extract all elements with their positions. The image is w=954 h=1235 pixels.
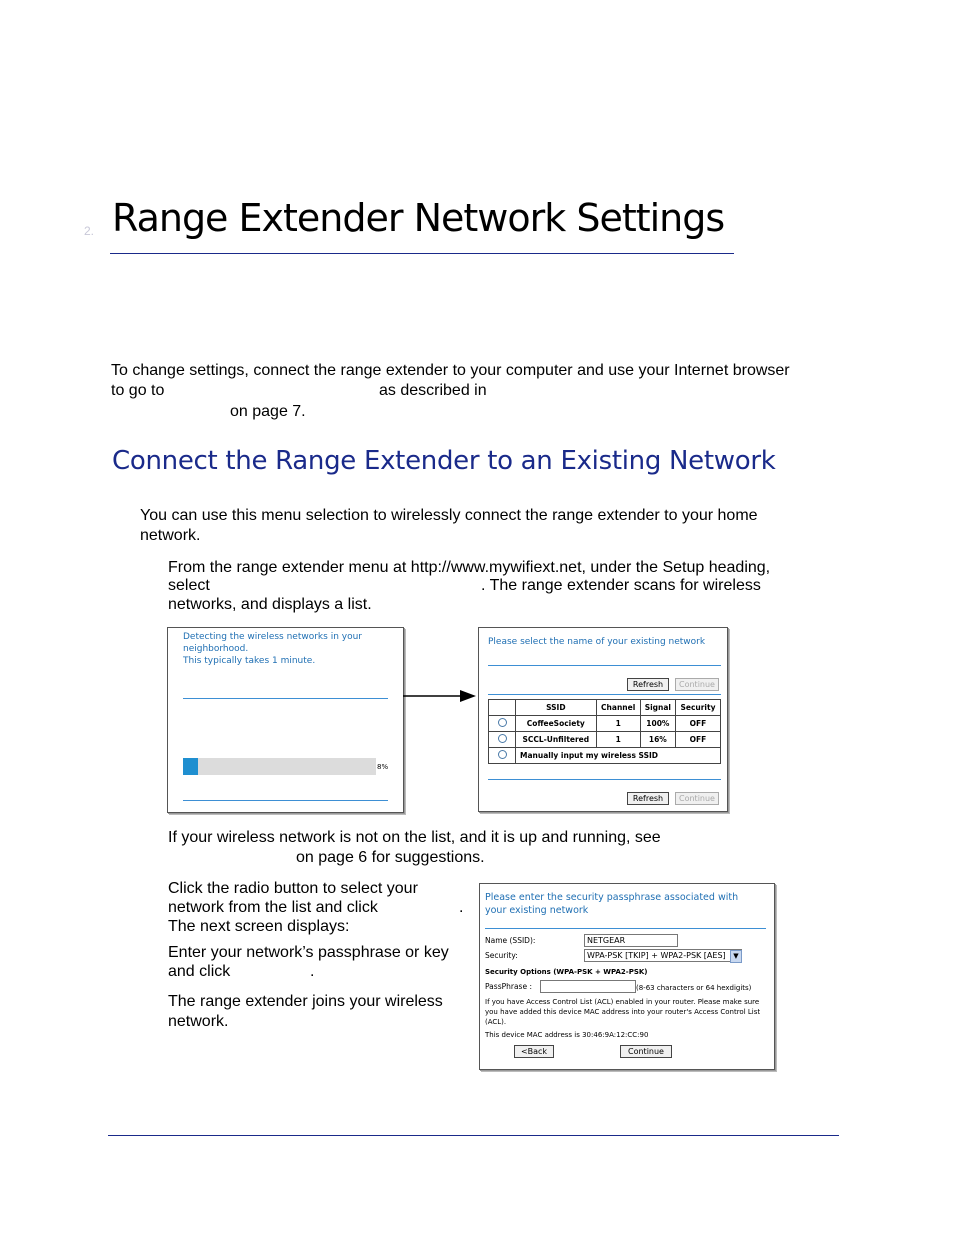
select-divider-2 <box>488 694 721 695</box>
row-signal: 16% <box>640 732 675 748</box>
network-radio-cell <box>489 716 516 732</box>
table-header-radio <box>489 700 516 716</box>
name-label: Name (SSID): <box>485 936 536 945</box>
step2-line-1: If your wireless network is not on the list, and it is up and running, see <box>168 829 661 846</box>
security-options-label: Security Options (WPA-PSK + WPA2-PSK) <box>485 968 648 976</box>
scan-screenshot <box>167 627 404 813</box>
passphrase-label: PassPhrase : <box>485 982 532 991</box>
acl-line-3: (ACL). <box>485 1018 507 1026</box>
row-channel: 1 <box>596 732 640 748</box>
security-label: Security: <box>485 951 518 960</box>
step3-line-3: The next screen displays: <box>168 918 350 935</box>
table-header-channel: Channel <box>596 700 640 716</box>
scan-divider-top <box>183 698 388 699</box>
row-ssid: CoffeeSociety <box>516 716 597 732</box>
back-button[interactable]: <Back <box>514 1045 554 1058</box>
intro-line-1: To change settings, connect the range extender to your computer and use your Internet browser <box>111 362 790 379</box>
pass-title-line-2: your existing network <box>485 905 589 916</box>
passphrase-input[interactable] <box>540 980 636 993</box>
network-radio[interactable] <box>498 718 507 727</box>
passphrase-screenshot <box>479 883 775 1070</box>
step2-line-2: on page 6 for suggestions. <box>296 849 485 866</box>
pass-divider <box>485 928 766 929</box>
title-rule <box>110 253 734 254</box>
mac-address-line: This device MAC address is 30:46:9A:12:CC:90 <box>485 1031 649 1039</box>
network-radio-cell <box>489 748 516 764</box>
table-row <box>489 732 721 748</box>
network-select-screenshot <box>478 627 728 812</box>
security-select[interactable] <box>584 949 742 962</box>
ssid-input[interactable]: NETGEAR <box>584 934 678 947</box>
row-channel: 1 <box>596 716 640 732</box>
intro-line-2a: to go to <box>111 382 165 399</box>
passphrase-hint: (8-63 characters or 64 hexdigits) <box>636 984 752 992</box>
table-header-ssid: SSID <box>516 700 597 716</box>
continue-button[interactable]: Continue <box>675 678 719 691</box>
select-title: Please select the name of your existing network <box>488 637 706 647</box>
continue-button-bottom[interactable]: Continue <box>675 792 719 805</box>
scan-divider-bottom <box>183 800 388 801</box>
pass-title-line-1: Please enter the security passphrase associated with <box>485 892 739 903</box>
refresh-button[interactable]: Refresh <box>627 678 669 691</box>
manual-radio[interactable] <box>498 750 507 759</box>
row-security: OFF <box>675 716 720 732</box>
chevron-down-icon[interactable]: ▼ <box>730 950 742 963</box>
chapter-number: 2. <box>84 224 95 238</box>
section-para-line-2: network. <box>140 527 201 544</box>
step1-line-3: networks, and displays a list. <box>168 596 372 613</box>
table-row <box>489 748 721 764</box>
network-radio[interactable] <box>498 734 507 743</box>
step4-line-2a: and click <box>168 963 231 980</box>
step4-line-2b: . <box>310 963 315 980</box>
acl-line-2: you have added this device MAC address into your router's Access Control List <box>485 1008 761 1016</box>
pass-continue-button[interactable]: Continue <box>620 1045 672 1058</box>
step3-line-2b: . <box>459 899 464 916</box>
footer-rule <box>108 1135 839 1136</box>
row-ssid: SCCL-Unfiltered <box>516 732 597 748</box>
row-security: OFF <box>675 732 720 748</box>
step4-line-1: Enter your network’s passphrase or key <box>168 944 449 961</box>
row-signal: 100% <box>640 716 675 732</box>
step1-line-1: From the range extender menu at http://www.mywifiext.net, under the Setup heading, <box>168 559 771 576</box>
table-header-row <box>489 700 721 716</box>
section-heading: Connect the Range Extender to an Existing Network <box>112 446 776 476</box>
chapter-title: Range Extender Network Settings <box>112 196 725 240</box>
manual-ssid-option: Manually input my wireless SSID <box>516 748 721 764</box>
select-divider-1 <box>488 665 721 666</box>
scan-line-3: This typically takes 1 minute. <box>183 656 316 666</box>
step3-line-2a: network from the list and click <box>168 899 378 916</box>
scan-line-2: neighborhood. <box>183 644 249 654</box>
step5-line-2: network. <box>168 1013 229 1030</box>
step3-line-1: Click the radio button to select your <box>168 880 418 897</box>
refresh-button-bottom[interactable]: Refresh <box>627 792 669 805</box>
arrow-right-icon <box>402 688 478 704</box>
step1-line-2a: select <box>168 577 210 594</box>
intro-line-2b: as described in <box>379 382 487 399</box>
scan-line-1: Detecting the wireless networks in your <box>183 632 362 642</box>
progress-fill <box>183 758 198 775</box>
intro-line-3: on page 7. <box>230 403 306 420</box>
table-header-security: Security <box>675 700 720 716</box>
acl-line-1: If you have Access Control List (ACL) enabled in your router. Please make sure <box>485 998 760 1006</box>
table-header-signal: Signal <box>640 700 675 716</box>
select-divider-3 <box>488 779 721 780</box>
progress-bar <box>183 758 376 775</box>
network-table <box>488 699 721 764</box>
table-row <box>489 716 721 732</box>
step5-line-1: The range extender joins your wireless <box>168 993 443 1010</box>
network-radio-cell <box>489 732 516 748</box>
security-select-value: WPA-PSK [TKIP] + WPA2-PSK [AES] <box>587 951 726 960</box>
step1-line-2b: . The range extender scans for wireless <box>481 577 761 594</box>
section-para-line-1: You can use this menu selection to wirelessly connect the range extender to your home <box>140 507 758 524</box>
progress-label: 8% <box>377 763 389 771</box>
